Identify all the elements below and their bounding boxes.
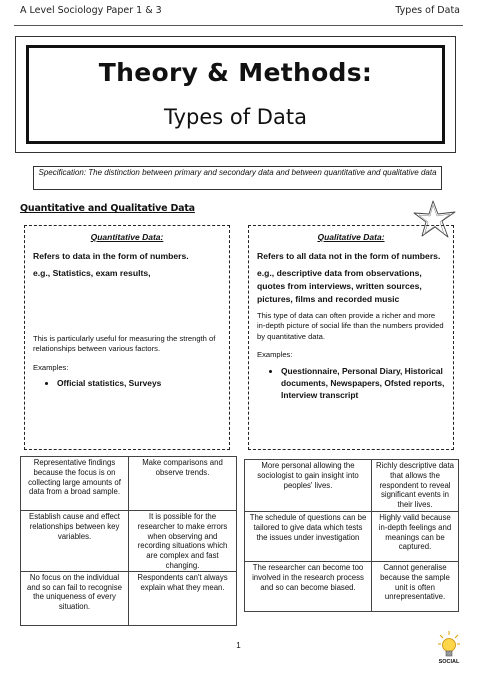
header-divider [14,25,463,26]
title-box [26,45,445,144]
quantitative-examples-line: e.g., Statistics, exam results, [33,268,151,278]
table-row [245,512,459,562]
header-right: Types of Data [395,5,460,16]
table-cell: Respondents can't always explain what they mean. [129,571,237,625]
table-cell: It is possible for the researcher to make errors when observing and recording situations which are complex and fast changing. [129,511,237,572]
table-cell: Establish cause and effect relationships between key variables. [21,511,129,572]
table-row [245,562,459,612]
page-subtitle: Types of Data [164,105,307,129]
lightbulb-logo-icon [436,629,462,669]
list-item: • Questionnaire, Personal Diary, Historical documents, Newspapers, Ofsted reports, Interview transcript [281,365,445,401]
qualitative-usefulness: This type of data can often provide a richer and more in-depth picture of social life than the numbers provided by quantitative data. [257,311,444,341]
quantitative-title: Quantitative Data: [90,232,164,242]
quantitative-box [24,225,230,450]
table-cell: The researcher can become too involved in the research process and so can become biased. [245,562,372,612]
quantitative-examples-label: Examples: [33,362,69,372]
specification-box: Specification: The distinction between primary and secondary data and between quantitative and qualitative data [33,166,442,190]
quantitative-evaluation-table [20,456,237,626]
table-cell: Representative findings because the focus is on collecting large amounts of data from a broad sample. [21,457,129,511]
table-cell: More personal allowing the sociologist to gain insight into peoples' lives. [245,460,372,512]
qualitative-definition: Refers to all data not in the form of numbers. [257,251,441,261]
title-frame [15,36,456,153]
table-row [21,511,237,572]
qualitative-examples-line: e.g., descriptive data from observations, quotes from interviews, written sources, pictures, films and recorded music [257,268,422,304]
table-cell: Richly descriptive data that allows the respondent to reveal significant events in their lives. [372,460,459,512]
qualitative-examples-list [257,365,445,401]
table-cell: Make comparisons and observe trends. [129,457,237,511]
header-left: A Level Sociology Paper 1 & 3 [20,5,162,16]
page-title: Theory & Methods: [98,58,373,87]
table-cell: Cannot generalise because the sample unit is often unrepresentative. [372,562,459,612]
quantitative-examples-list [33,377,221,389]
table-cell: No focus on the individual and so can fail to recognise the uniqueness of every situation. [21,571,129,625]
table-row [245,460,459,512]
section-heading: Quantitative and Qualitative Data [20,203,195,214]
list-item: • Official statistics, Surveys [57,377,221,389]
quantitative-usefulness: This is particularly useful for measuring the strength of relationships between various factors. [33,334,216,354]
quantitative-definition: Refers to data in the form of numbers. [33,251,189,261]
table-row [21,457,237,511]
qualitative-evaluation-table [244,459,459,612]
qualitative-box [248,225,454,450]
qualitative-title: Qualitative Data: [317,232,385,242]
page-number: 1 [236,641,241,650]
qualitative-examples-label: Examples: [257,350,293,360]
table-cell: Highly valid because in-depth feelings and meanings can be captured. [372,512,459,562]
table-cell: The schedule of questions can be tailored to give data which tests the issues under investigation [245,512,372,562]
logo-text: SOCIAL [438,659,460,665]
table-row [21,571,237,625]
